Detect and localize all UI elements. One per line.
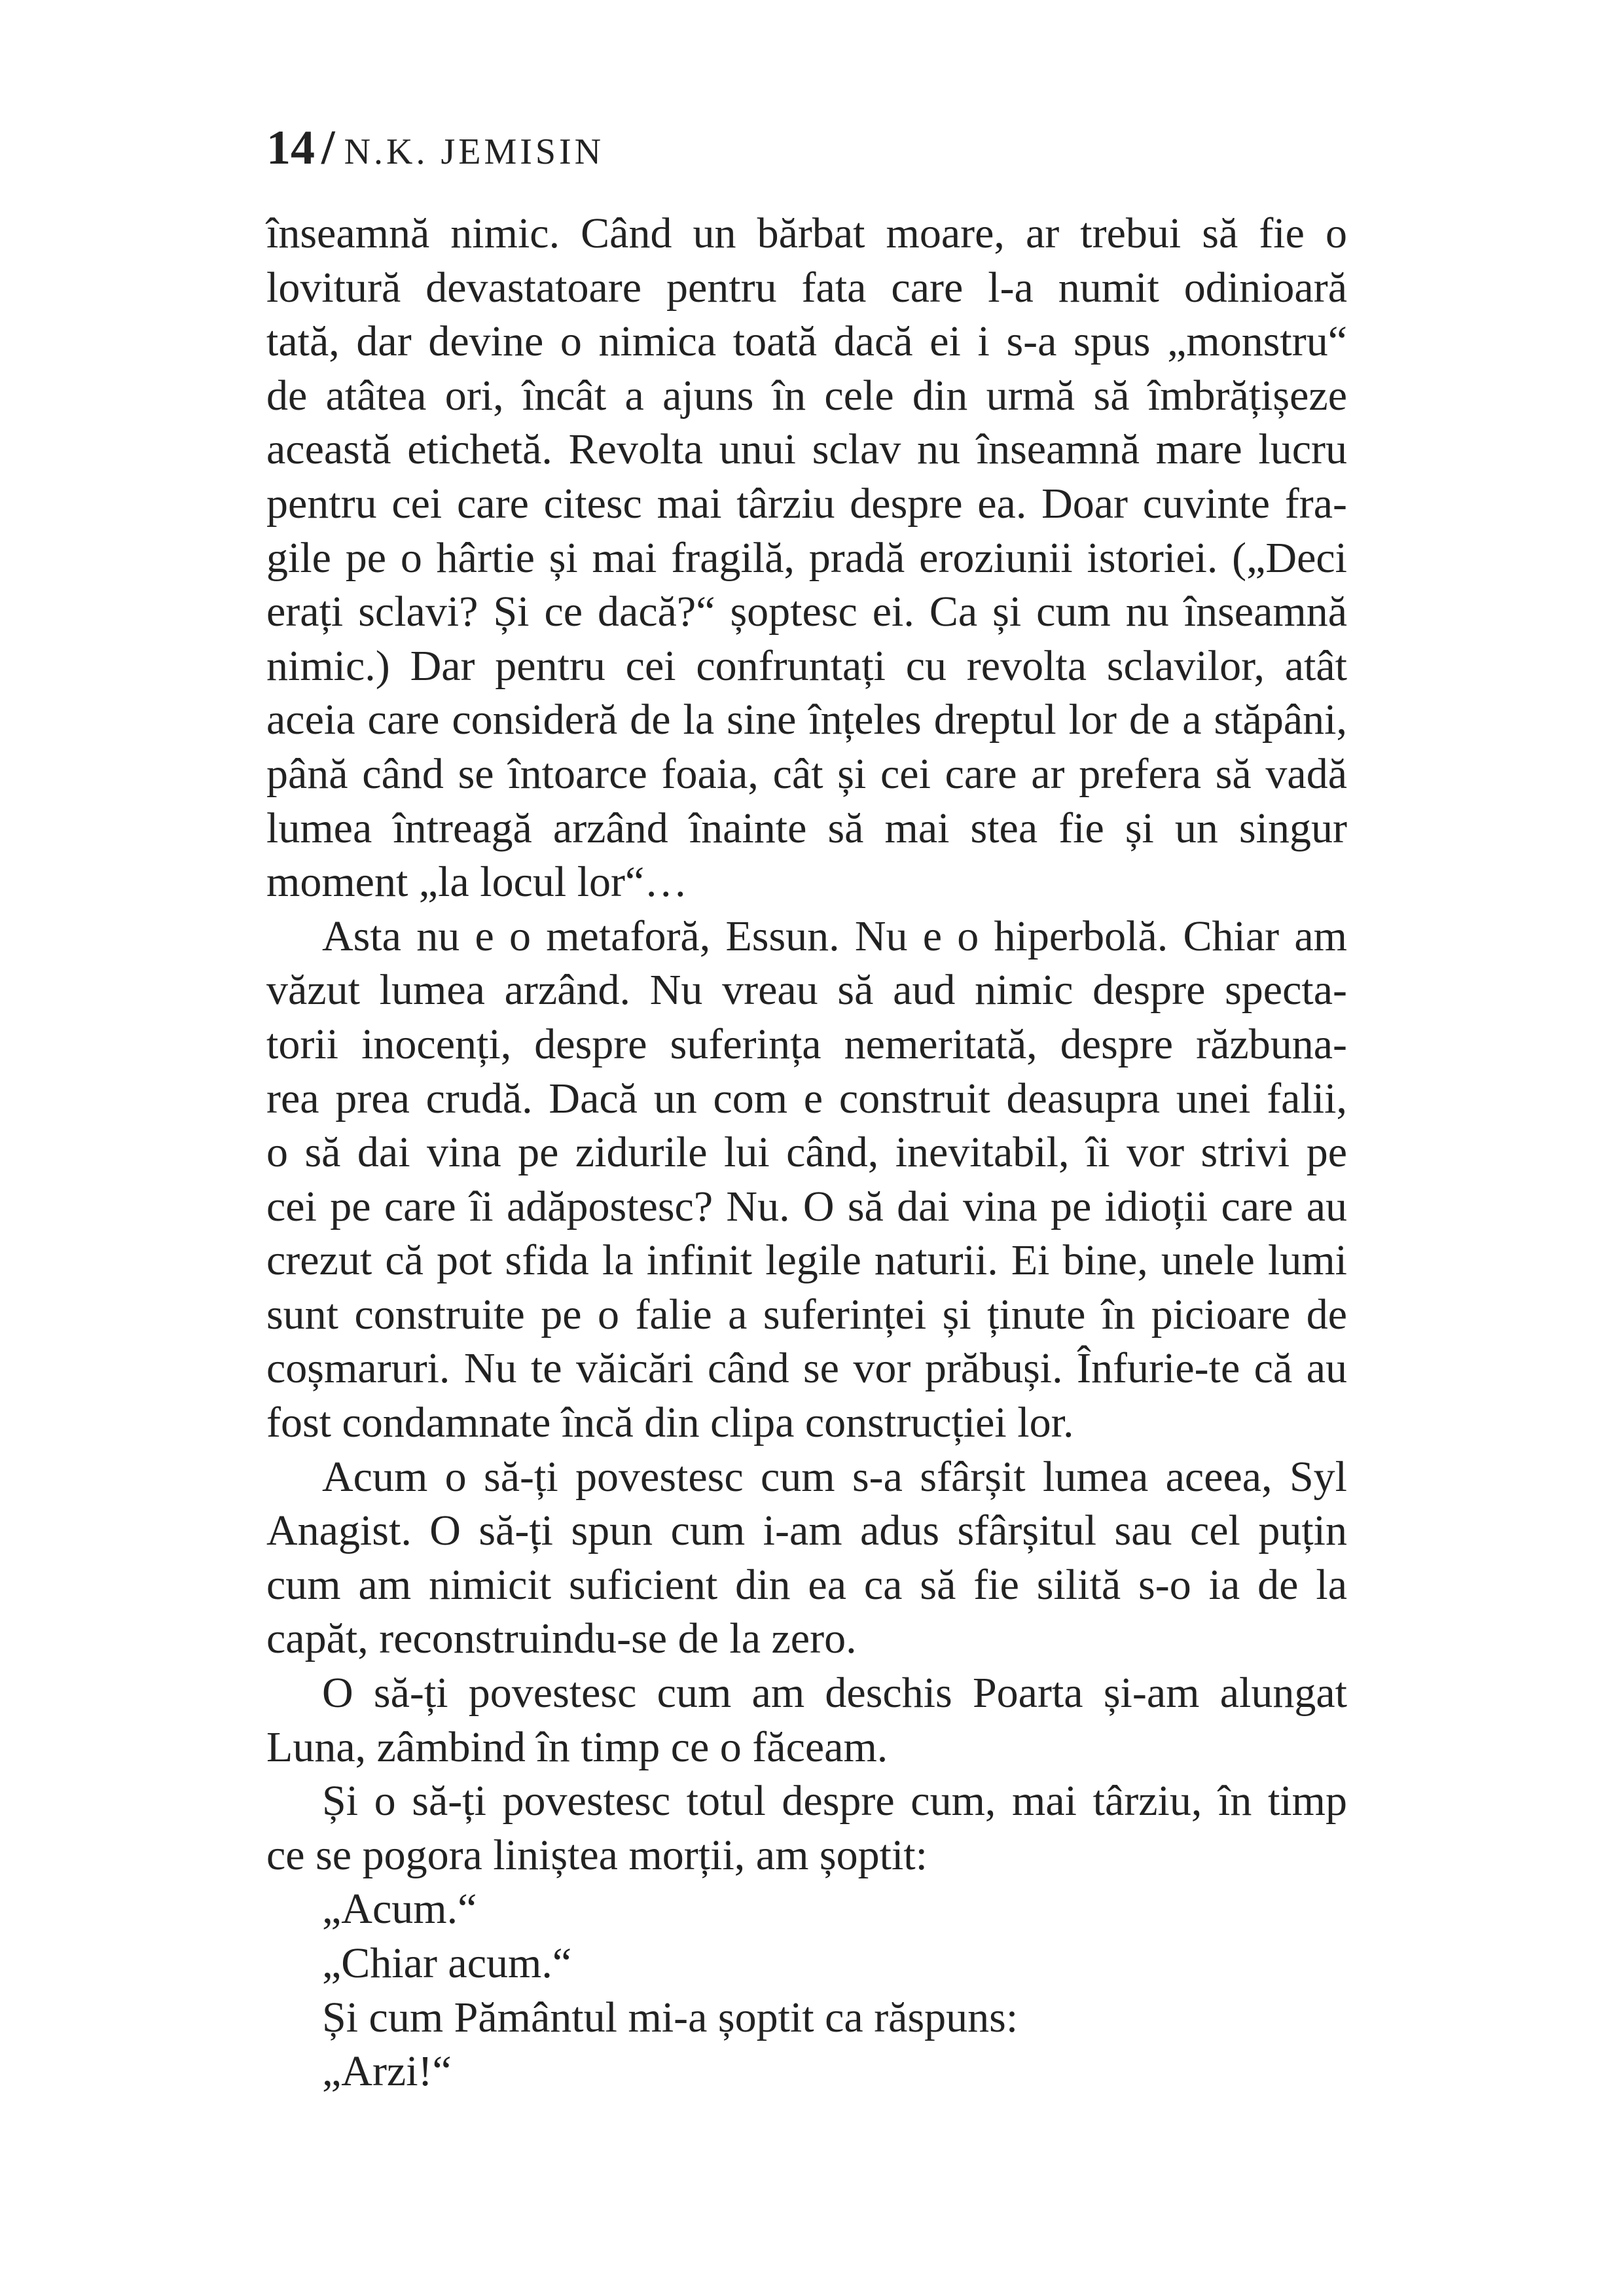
text-line: crezut că pot sfida la infinit legile naturii. Ei bine, unele lumi: [266, 1236, 1347, 1285]
header-separator: /: [321, 121, 335, 175]
text-line: Luna, zâmbind în timp ce o făceam.: [266, 1723, 888, 1771]
text-line: de atâtea ori, încât a ajuns în cele din urmă să îmbrățișeze: [266, 371, 1347, 420]
text-line: cum am nimicit suficient din ea ca să fie silită s-o ia de la: [266, 1560, 1347, 1609]
text-line: nimic.) Dar pentru cei confruntați cu revolta sclavilor, atât: [266, 641, 1347, 690]
text-line: capăt, reconstruindu-se de la zero.: [266, 1615, 857, 1663]
text-line: torii inocenți, despre suferința nemeritată, despre răzbuna-: [266, 1020, 1347, 1068]
text-line: tată, dar devine o nimica toată dacă ei i s-a spus „monstru“: [266, 317, 1347, 366]
text-line: fost condamnate încă din clipa construcției lor.: [266, 1399, 1074, 1447]
author-name: N.K. JEMISIN: [344, 132, 605, 172]
text-line: gile pe o hârtie și mai fragilă, pradă eroziunii istoriei. („Deci: [266, 533, 1347, 582]
text-line: sunt construite pe o falie a suferinței și ținute în picioare de: [266, 1290, 1347, 1338]
text-line: lovitură devastatoare pentru fata care l-a numit odinioară: [266, 263, 1347, 312]
text-line: „Arzi!“: [322, 2047, 452, 2096]
text-line: moment „la locul lor“…: [266, 858, 688, 906]
text-line: Și o să-ți povestesc totul despre cum, mai târziu, în timp: [322, 1777, 1347, 1825]
text-line: cei pe care îi adăpostesc? Nu. O să dai vina pe idioții care au: [266, 1182, 1347, 1230]
body-text: [266, 207, 1347, 2099]
text-line: văzut lumea arzând. Nu vreau să aud nimic despre specta-: [266, 966, 1347, 1014]
running-head: [266, 122, 604, 174]
text-line: ce se pogora liniștea morții, am șoptit:: [266, 1831, 928, 1879]
text-line: Și cum Pământul mi-a șoptit ca răspuns:: [322, 1993, 1019, 2041]
text-line: rea prea crudă. Dacă un com e construit deasupra unei falii,: [266, 1074, 1347, 1122]
text-line: lumea întreagă arzând înainte să mai stea fie și un singur: [266, 804, 1347, 852]
text-line: coșmaruri. Nu te văicări când se vor prăbuși. Înfurie-te că au: [266, 1344, 1347, 1393]
page-number: 14: [266, 121, 315, 175]
text-line: aceia care consideră de la sine înțeles dreptul lor de a stăpâni,: [266, 696, 1347, 744]
text-line: „Acum.“: [322, 1885, 477, 1933]
text-line: înseamnă nimic. Când un bărbat moare, ar trebui să fie o: [266, 209, 1347, 257]
text-line: până când se întoarce foaia, cât și cei care ar prefera să vadă: [266, 749, 1347, 798]
text-line: Acum o să-ți povestesc cum s-a sfârșit lumea aceea, Syl: [322, 1452, 1347, 1501]
text-line: O să-ți povestesc cum am deschis Poarta și-am alungat: [322, 1669, 1347, 1717]
text-line: erați sclavi? Și ce dacă?“ șoptesc ei. Ca și cum nu înseamnă: [266, 588, 1347, 636]
text-line: Asta nu e o metaforă, Essun. Nu e o hiperbolă. Chiar am: [322, 912, 1347, 960]
text-line: o să dai vina pe zidurile lui când, inevitabil, îi vor strivi pe: [266, 1128, 1347, 1177]
text-line: „Chiar acum.“: [322, 1939, 572, 1987]
text-line: pentru cei care citesc mai târziu despre ea. Doar cuvinte fra-: [266, 479, 1347, 528]
text-line: Anagist. O să-ți spun cum i-am adus sfârșitul sau cel puțin: [266, 1507, 1347, 1555]
text-line: această etichetă. Revolta unui sclav nu înseamnă mare lucru: [266, 425, 1347, 474]
